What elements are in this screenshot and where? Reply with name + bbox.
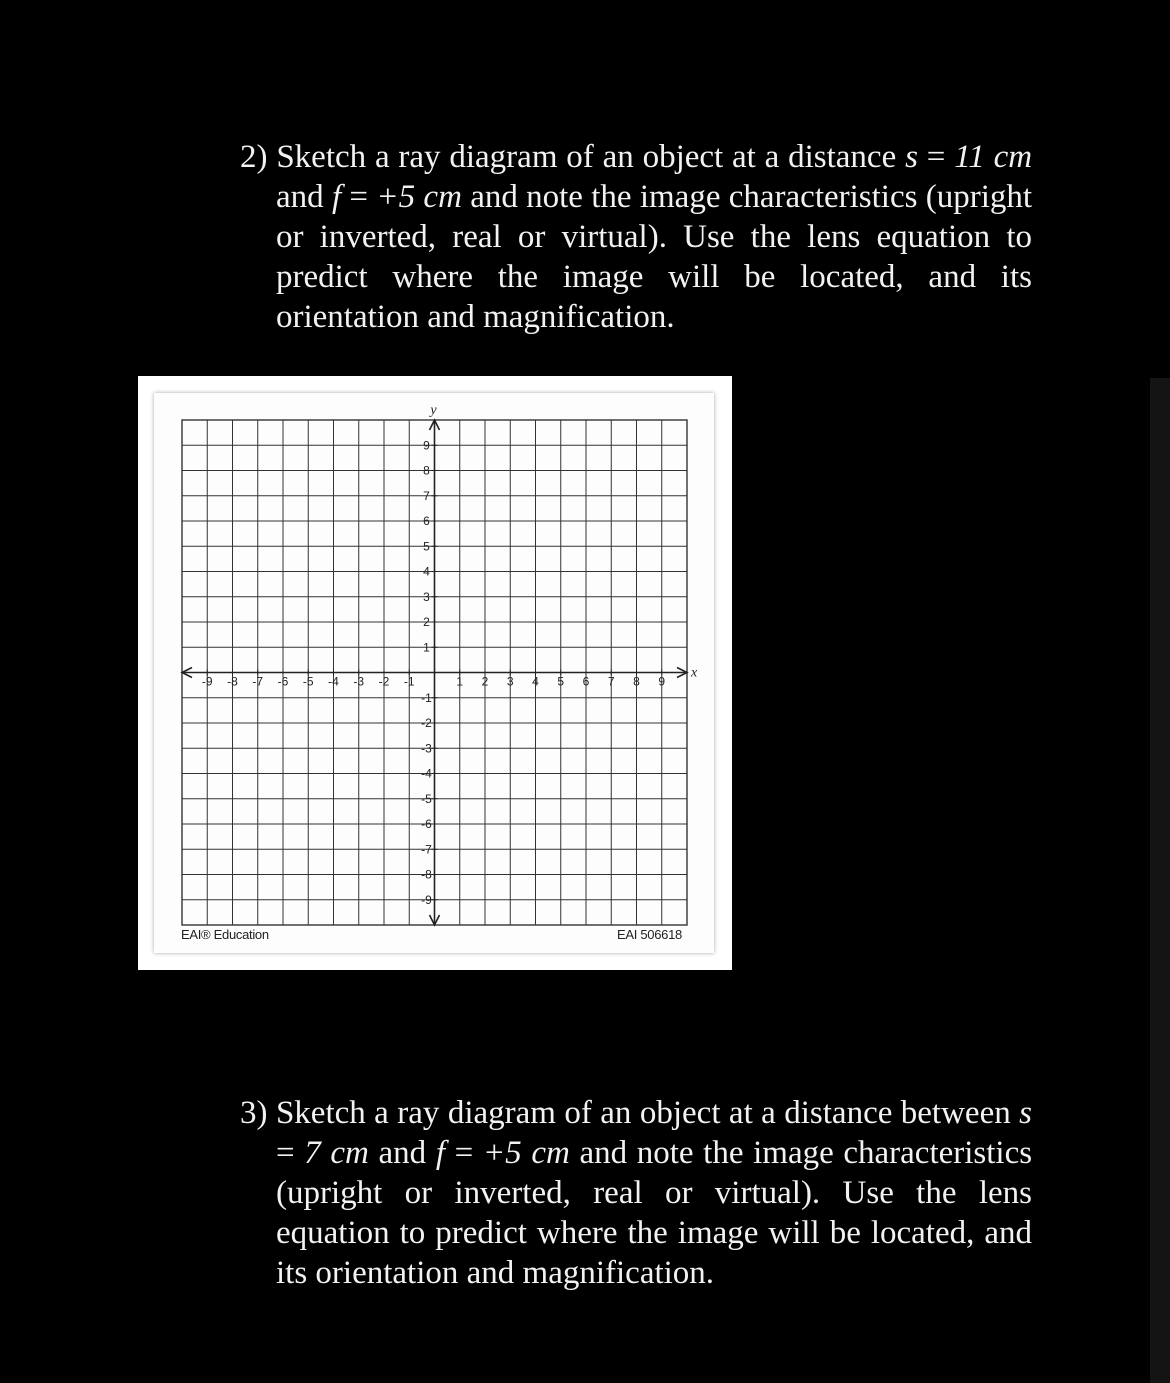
graph-product-code: EAI 506618 <box>617 927 682 942</box>
problem-2-s-value: 11 <box>954 139 985 175</box>
problem-2-text-part2: and note the image characteristics (upright or inverted, real or virtual). Use the lens equation to predict where the image will be located, and its orientation and magnification. <box>276 179 1033 335</box>
problem-3-and: and <box>378 1135 427 1171</box>
x-tick-label: -4 <box>328 674 339 689</box>
x-tick-label: 6 <box>582 674 590 689</box>
y-tick-label: -4 <box>421 766 432 781</box>
problem-2-text-part1: Sketch a ray diagram of an object at a distance <box>276 139 897 175</box>
x-tick-label: 3 <box>506 674 514 689</box>
problem-2-f-value: +5 <box>376 179 416 215</box>
y-tick-label: -6 <box>421 817 432 831</box>
problem-2-number: 2) <box>240 139 268 175</box>
problem-3-text-part2: and note the image characteristics (upright or inverted, real or virtual). Use the lens equation to predict where the image will be located, and its orientation and magnification. <box>276 1135 1033 1291</box>
y-tick-label: -8 <box>421 867 432 882</box>
x-tick-label: -9 <box>201 674 213 689</box>
x-tick-label: 5 <box>557 674 565 689</box>
y-tick-label: -2 <box>421 716 432 730</box>
problem-3-equals-f: = <box>454 1135 474 1171</box>
problem-3-f-value: +5 <box>482 1135 522 1171</box>
problem-2-equals-f: = <box>349 179 369 215</box>
x-tick-label: -8 <box>227 674 238 689</box>
problem-3-number: 3) <box>240 1095 268 1131</box>
x-tick-label: 7 <box>607 674 615 689</box>
problem-2-equals: = <box>926 139 946 175</box>
problem-2-var-f: f <box>331 179 342 215</box>
x-tick-label: -3 <box>353 674 365 689</box>
problem-3-f-unit: cm <box>531 1135 570 1171</box>
y-tick-label: 8 <box>423 463 430 478</box>
x-tick-label: 2 <box>481 674 489 689</box>
y-tick-label: -9 <box>421 892 432 907</box>
problem-2-f-unit: cm <box>423 179 462 215</box>
y-tick-label: -5 <box>421 791 432 806</box>
problem-3-equals: = <box>276 1135 295 1171</box>
problem-2-var-s: s <box>905 139 918 175</box>
x-axis-label: x <box>691 665 698 681</box>
x-tick-label: 1 <box>456 674 464 689</box>
x-tick-label: -5 <box>302 674 314 689</box>
graph-brand-label: EAI® Education <box>181 927 269 942</box>
y-tick-label: 6 <box>423 514 430 528</box>
problem-3-var-f: f <box>435 1135 445 1171</box>
x-tick-label: -6 <box>277 674 289 689</box>
y-axis-label: y <box>430 403 437 418</box>
x-tick-label: 9 <box>658 674 666 689</box>
y-tick-label: 2 <box>423 615 430 629</box>
x-tick-label: -2 <box>378 674 390 689</box>
x-tick-label: -7 <box>252 674 264 689</box>
y-tick-label: 1 <box>423 640 430 655</box>
problem-3-text <box>240 1093 1032 1293</box>
x-tick-label: 8 <box>633 674 640 689</box>
y-tick-label: 5 <box>423 539 430 554</box>
y-tick-label: 3 <box>423 589 430 604</box>
problem-2-and: and <box>276 179 324 215</box>
problem-3-s-unit: cm <box>330 1135 369 1171</box>
y-tick-label: 4 <box>423 564 430 579</box>
y-tick-label: -7 <box>421 842 432 857</box>
problem-2-s-unit: cm <box>993 139 1033 175</box>
problem-3-text-part1: Sketch a ray diagram of an object at a distance between <box>275 1095 1011 1131</box>
y-tick-label: -1 <box>421 690 432 705</box>
x-tick-label: -1 <box>403 674 415 689</box>
x-tick-label: 4 <box>532 674 539 689</box>
y-tick-label: 7 <box>423 488 430 503</box>
problem-3-var-s: s <box>1019 1095 1033 1131</box>
y-tick-label: 9 <box>423 438 430 453</box>
problem-3-s-value: 7 <box>304 1135 321 1171</box>
y-tick-label: -3 <box>421 741 432 756</box>
